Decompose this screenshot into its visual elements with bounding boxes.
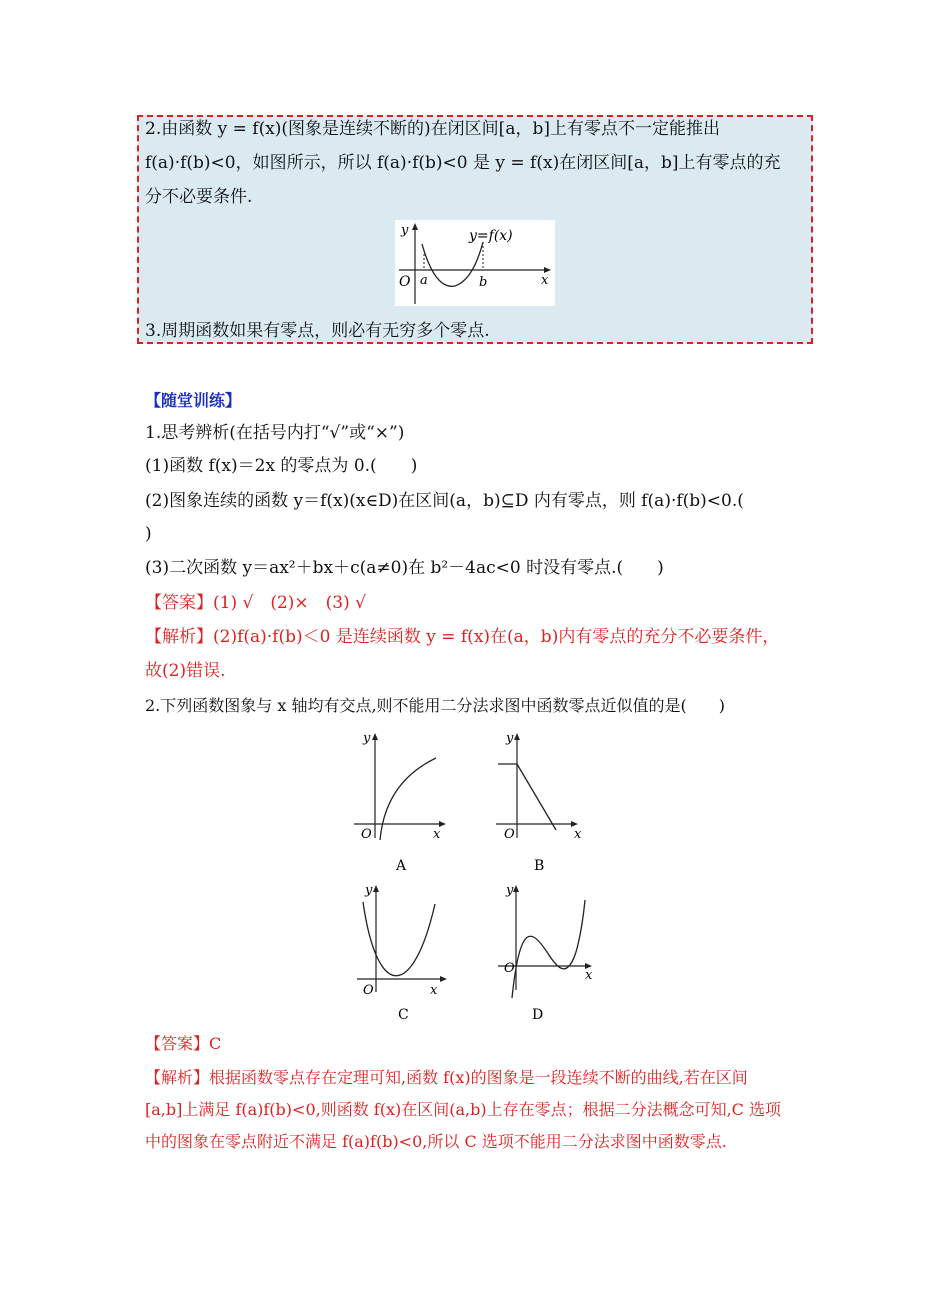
analysis-2-line-1: 【解析】根据函数零点存在定理可知,函数 f(x)的图象是一段连续不断的曲线,若在区间 [145,1068,748,1087]
fig-b-label: b [479,275,488,290]
fig-x-label: x [541,273,549,288]
graph-a-x: x [433,827,441,842]
graph-a-y: y [363,731,371,746]
graph-b-origin: O [504,827,515,842]
answer-2: 【答案】C [145,1034,222,1053]
graph-d [492,880,597,1025]
graph-c-origin: O [363,983,374,998]
graph-a-label: A [396,858,407,874]
graph-c-label: C [398,1007,409,1023]
graph-a-origin: O [361,827,372,842]
analysis-1-line-1: 【解析】(2)f(a)·f(b)＜0 是连续函数 y = f(x)在(a，b)内有零点的充分不必要条件， [145,627,780,647]
q1-item-3: (3)二次函数 y＝ax²＋bx＋c(a≠0)在 b²－4ac<0 时没有零点.( ) [145,558,664,578]
graph-c-x: x [430,983,438,998]
graph-d-label: D [532,1007,544,1023]
q1-item-2-cont: ) [145,524,152,544]
graph-d-y: y [506,883,514,898]
analysis-1-line-2: 故(2)错误. [145,661,226,681]
answer-1: 【答案】(1) √ (2)× (3) √ [145,593,366,613]
graph-b [490,728,590,876]
graph-c-y: y [365,883,373,898]
graph-a [350,728,450,876]
fig-y-label: y [401,223,409,238]
box-line-3: 分不必要条件. [145,187,253,207]
fig-curve-label: y=f(x) [469,228,513,244]
box-line-4: 3.周期函数如果有零点，则必有无穷多个零点. [145,321,490,341]
analysis-2-line-2: [a,b]上满足 f(a)f(b)<0,则函数 f(x)在区间(a,b)上存在零点；根据二分法概念可知,C 选项 [145,1100,781,1119]
graph-b-label: B [534,858,545,874]
q2-title: 2.下列函数图象与 x 轴均有交点,则不能用二分法求图中函数零点近似值的是( ) [145,696,726,715]
box-line-1: 2.由函数 y = f(x)(图象是连续不断的)在闭区间[a，b]上有零点不一定能推出 [145,119,720,139]
q1-item-2: (2)图象连续的函数 y＝f(x)(x∈D)在区间(a，b)⊆D 内有零点，则 f(a)·f(b)<0.( [145,491,744,511]
graph-d-x: x [585,968,593,983]
graph-c [355,880,455,1025]
graph-d-origin: O [504,961,515,976]
fig-a-label: a [420,273,428,288]
fig-origin-label: O [399,274,411,290]
practice-header: 【随堂训练】 [145,391,242,410]
box-figure [395,220,555,306]
q1-item-1: (1)函数 f(x)＝2x 的零点为 0.( ) [145,456,418,476]
analysis-2-line-3: 中的图象在零点附近不满足 f(a)f(b)<0,所以 C 选项不能用二分法求图中函数零点. [145,1132,727,1151]
q1-title: 1.思考辨析(在括号内打“√”或“×”) [145,423,405,443]
box-line-2: f(a)·f(b)<0，如图所示，所以 f(a)·f(b)<0 是 y = f(x)在闭区间[a，b]上有零点的充 [145,153,781,173]
graph-b-y: y [506,731,514,746]
graph-b-x: x [574,827,582,842]
